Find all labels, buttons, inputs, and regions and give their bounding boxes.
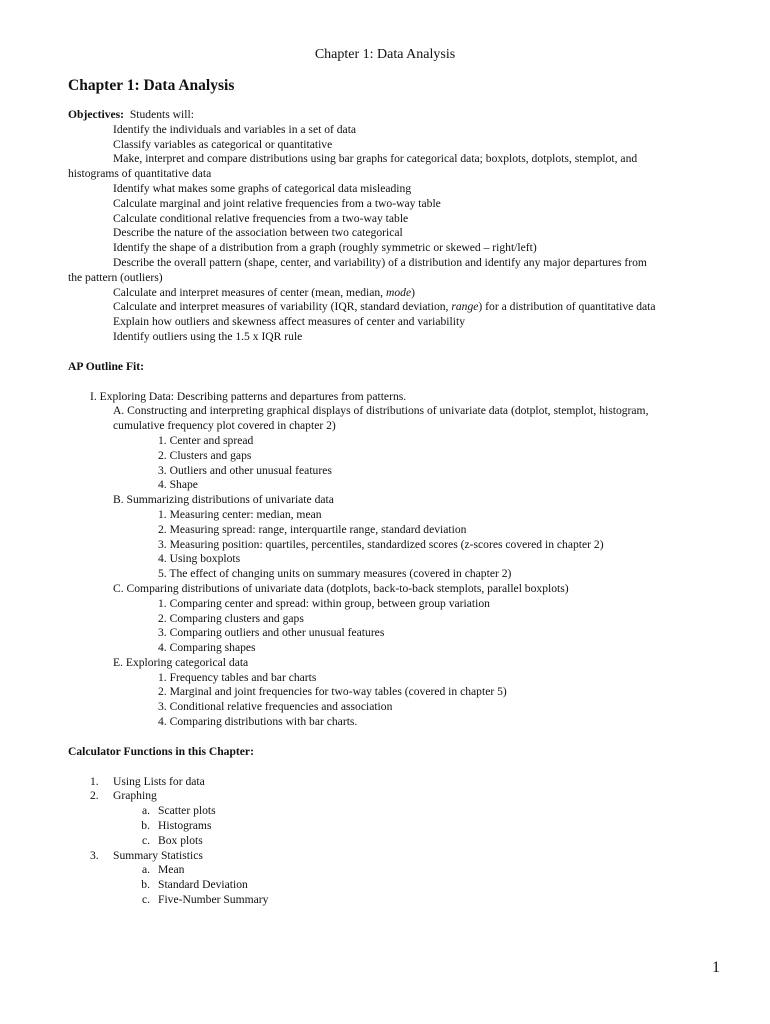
- objective-text: ) for a distribution of quantitative data: [478, 300, 656, 314]
- outline-subsection: C. Comparing distributions of univariate data (dotplots, back-to-back stemplots, parallel boxplots): [113, 581, 569, 595]
- calculator-heading: Calculator Functions in this Chapter:: [68, 744, 254, 758]
- outline-subsection-continuation: cumulative frequency plot covered in chapter 2): [113, 419, 336, 433]
- list-number: 2.: [90, 789, 99, 803]
- objective-item-continuation: the pattern (outliers): [68, 270, 163, 284]
- list-number: 1.: [90, 774, 99, 788]
- sub-list-letter: c.: [141, 893, 150, 907]
- outline-item: 4. Comparing shapes: [158, 641, 256, 655]
- sub-list-letter: a.: [141, 804, 150, 818]
- objective-item: Calculate conditional relative frequencies from a two-way table: [113, 211, 409, 225]
- sub-list-item: [68, 804, 708, 819]
- objectives-intro: [68, 108, 708, 123]
- calculator-list: [68, 775, 708, 908]
- objective-item: Classify variables as categorical or quantitative: [113, 137, 333, 151]
- outline-item: 3. Comparing outliers and other unusual features: [158, 626, 385, 640]
- ap-outline-heading: AP Outline Fit:: [68, 359, 144, 373]
- outline-item: 3. Outliers and other unusual features: [158, 463, 332, 477]
- outline-item: 1. Frequency tables and bar charts: [158, 670, 317, 684]
- outline-item: 4. Using boxplots: [158, 552, 241, 566]
- list-number: 3.: [90, 848, 99, 862]
- objectives-label: Objectives:: [68, 108, 125, 121]
- list-text: Box plots: [158, 833, 203, 847]
- outline-subsection: B. Summarizing distributions of univariate data: [113, 493, 334, 507]
- list-text: Summary Statistics: [113, 848, 203, 862]
- objective-item: Describe the nature of the association between two categorical: [113, 226, 403, 240]
- outline-item: 4. Shape: [158, 478, 198, 492]
- list-text: Graphing: [113, 789, 157, 803]
- page-title: Chapter 1: Data Analysis: [68, 77, 235, 94]
- outline-item: 4. Comparing distributions with bar charts.: [158, 715, 358, 729]
- objective-text: Calculate and interpret measures of center (mean, median,: [113, 285, 386, 299]
- sub-list-item: [68, 834, 708, 849]
- sub-list-letter: b.: [141, 878, 150, 892]
- list-text: Standard Deviation: [158, 878, 248, 892]
- sub-list-item: [68, 863, 708, 878]
- objective-item: Make, interpret and compare distributions using bar graphs for categorical data; boxplots, dotplots, stemplot, and: [113, 152, 638, 166]
- outline-item: 5. The effect of changing units on summary measures (covered in chapter 2): [158, 567, 512, 581]
- list-item: [68, 775, 708, 790]
- objective-item: [68, 286, 708, 301]
- sub-list-letter: a.: [141, 863, 150, 877]
- running-header: Chapter 1: Data Analysis: [314, 47, 456, 62]
- objective-text: Calculate and interpret measures of variability (IQR, standard deviation,: [113, 300, 452, 314]
- objective-item: Identify what makes some graphs of categorical data misleading: [113, 181, 412, 195]
- outline-item: 2. Marginal and joint frequencies for two-way tables (covered in chapter 5): [158, 685, 507, 699]
- objective-item: Describe the overall pattern (shape, center, and variability) of a distribution and identify any major departures from: [113, 255, 647, 269]
- objective-item: Identify the individuals and variables in a set of data: [113, 122, 357, 136]
- sub-list-letter: c.: [141, 833, 150, 847]
- outline-item: 1. Comparing center and spread: within group, between group variation: [158, 596, 490, 610]
- list-item: [68, 789, 708, 804]
- outline-item: 3. Measuring position: quartiles, percentiles, standardized scores (z-scores covered in chapter 2): [158, 537, 604, 551]
- document-body: [68, 108, 708, 908]
- list-text: Five-Number Summary: [158, 893, 269, 907]
- outline-item: 1. Center and spread: [158, 433, 254, 447]
- outline-item: 2. Comparing clusters and gaps: [158, 611, 304, 625]
- objective-item-continuation: histograms of quantitative data: [68, 167, 212, 181]
- outline-item: 2. Measuring spread: range, interquartile range, standard deviation: [158, 522, 467, 536]
- objective-item: Identify the shape of a distribution from a graph (roughly symmetric or skewed – right/left): [113, 241, 537, 255]
- list-item: [68, 849, 708, 864]
- list-text: Mean: [158, 863, 185, 877]
- outline-subsection: A. Constructing and interpreting graphical displays of distributions of univariate data (dotplot, stemplot, histogram,: [113, 404, 649, 418]
- objective-item: Identify outliers using the 1.5 x IQR rule: [113, 329, 303, 343]
- objective-item: Calculate marginal and joint relative frequencies from a two-way table: [113, 196, 441, 210]
- objective-emphasis: range: [451, 300, 479, 314]
- list-text: Histograms: [158, 819, 212, 833]
- list-text: Scatter plots: [158, 804, 216, 818]
- objectives-intro-text: Students will:: [129, 108, 194, 121]
- objective-item: [68, 300, 708, 315]
- sub-list-item: [68, 819, 708, 834]
- outline-subsection: E. Exploring categorical data: [113, 655, 249, 669]
- outline-item: 2. Clusters and gaps: [158, 448, 252, 462]
- page-number: 1: [712, 959, 720, 976]
- outline-section: I. Exploring Data: Describing patterns and departures from patterns.: [90, 389, 407, 403]
- objective-emphasis: mode: [385, 285, 412, 299]
- objective-item: Explain how outliers and skewness affect measures of center and variability: [113, 315, 465, 329]
- outline-item: 1. Measuring center: median, mean: [158, 507, 322, 521]
- outline-item: 3. Conditional relative frequencies and association: [158, 700, 393, 714]
- sub-list-item: [68, 893, 708, 908]
- sub-list-letter: b.: [141, 819, 150, 833]
- list-text: Using Lists for data: [113, 774, 205, 788]
- sub-list-item: [68, 878, 708, 893]
- objective-text: ): [411, 285, 415, 299]
